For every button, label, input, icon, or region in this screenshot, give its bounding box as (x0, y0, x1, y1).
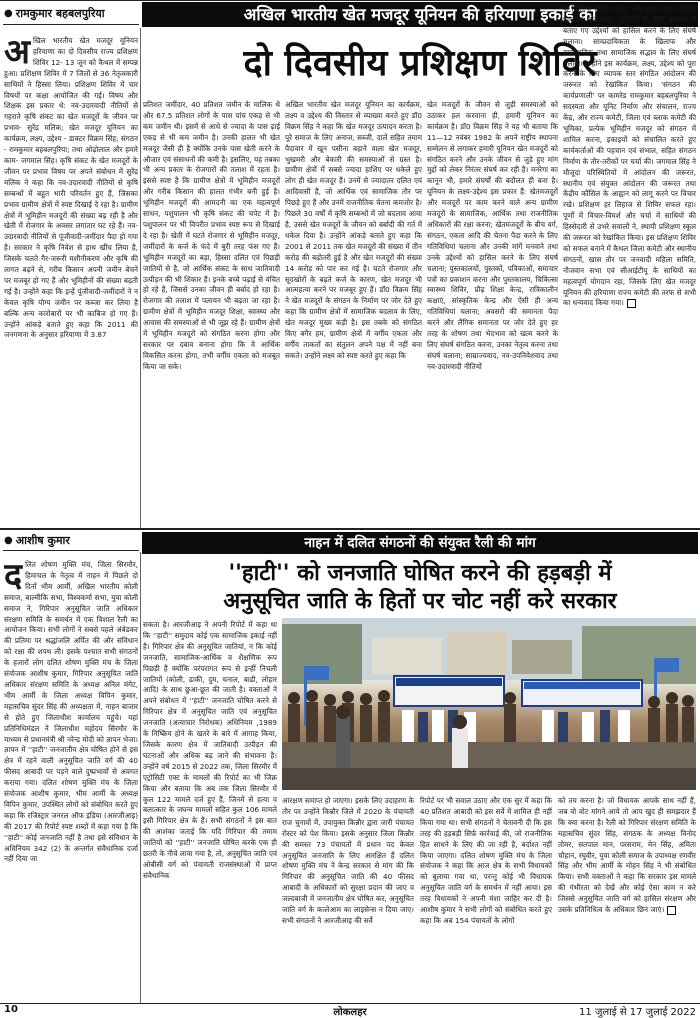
byline-rule (3, 24, 139, 25)
publication-name: लोकलहर (333, 1007, 367, 1018)
issue-dates: 11 जुलाई से 17 जुलाई 2022 (579, 1007, 696, 1018)
rally-photo-illustration (282, 618, 696, 790)
page-number: 10 (4, 1004, 18, 1015)
top-rule (0, 0, 700, 1)
top-col-2: प्रतिशत जमींदार, 40 प्रतिशत जमीन के मालिक थे और 67.5 प्रतिशत लोगों के पास पांच एकड़ से भी कम जमीन थी। इसमें से आधे से ज्यादा के पास ढ़ाई एकड़ से भी कम जमीन है। उनकी हालत भी खेत मजदूर जैसी ही है क्योंकि उनके पास खेती करने के औजार एवं संसाधनों की कमी है। इसलिए, यह तबका भी अन्य प्रकार के रोजगारों की तलाश में रहता है। इससे स्पष्ट है कि ग्रामीण क्षेत्रों में भूमिहीन मजदूरों और गरीब किसान की हालत गंभीर बनी हुई है। भूमिहीन मजदूरों की आमदनी का एक महत्वपूर्ण साधन, पशुपालन भी कृषि संकट की चपेट में है। पशुपालन पर भी विपरीत प्रभाव स्पष्ट रूप से दिखाई दे रहा है। खेती में घटते रोजगार से भूमिहीन मजदूर, जमींदारों के कर्ज के फंदे में बुरी तरह फंस गए हैं। भूमिहीन मजदूरों का बड़ा, हिस्सा दलित एवं पिछड़ी जातियों से है, जो आर्थिक संकट के साथ जातिवादी उत्पीड़न की भी शिकार हैं। इनके बच्चे पढ़ाई से वंचित हो रहे हैं, जिससे उनका जीवन ही बर्बाद हो रहा है। रोजगार की तलाश में पलायन भी बढ़ता जा रहा है। ग्रामीण क्षेत्रों में भूमिहीन मजदूर शिक्षा, स्वास्थ्य और आवास की समस्याओं से भी जूझ रहे हैं। ग्रामीण क्षेत्रों में भूमिहीन मजदूरों को संगठित करना होगा और सरकार पर दबाव बनाना होगा कि वे आर्थिक विकसित करना होगा, तभी वर्गीय एकता को मजबूत किया जा सके। (143, 100, 280, 371)
top-kicker: अखिल भारतीय खेत मजदूर यूनियन की हरियाणा इकाई का (142, 2, 698, 27)
top-headline: दो दिवसीय प्रशिक्षण शिविर (243, 42, 597, 84)
rally-photo (282, 618, 696, 790)
top-col-3: अखिल भारतीय खेत मजदूर यूनियन का कार्यक्रम, लक्ष्य व उद्देश्य की विस्तार से व्याख्या करते हुए डॉ0 विक्रम सिंह ने कहा कि खेत मजदूर उत्पादन करता है। पूरे समाज के लिए अनाज, सब्जी, दालें सहित तमाम पैदावार में खून पसीना बहाने वाला खेत मजदूर, भुखमरी और बेकारी की समस्याओं से ग्रस्त है। ग्रामीण क्षेत्रों में सबसे ज्यादा हाशिए पर धकेले हुए लोग ही खेत मजदूर हैं। उनमें से ज्यादातर दलित एवं आदिवासी हैं, जो आर्थिक एवं सामाजिक तौर पर पिछड़े हुए हैं और उनमें राजनीतिक चेतना कमजोर है। पिछले 30 वर्षों में कृषि सम्बन्धों में जो बदलाव आया है, उससे खेत मजदूरों के जीवन को बर्बादी की गर्त में धकेल दिया है। उन्होंने आंकड़े बताते हुए कहा कि 2001 से 2011 तक खेत मजदूरों की संख्या में तीन करोड़ की बढ़ोतरी हुई है और खेत मजदूरों की संख्या 14 करोड़ को पार कर गई है। घटते रोजगार और सूदखोरों के बढ़ते कर्ज के कारण, खेत मजदूर भी आत्महत्या करने पर मजबूर हुए हैं। डॉ0 विक्रम सिंह ने खेत मजदूरों के संगठन के निर्माण पर जोर देते हुए कहा कि ग्रामीण क्षेत्रों में सामाजिक बदलाव के लिए, खेत मजदूर मुख्य कड़ी है। इस तबके को संगठित किए बगैर हम, ग्रामीण क्षेत्रों में वर्गीय एकता और वर्गीय ताकतों का संतुलन अपने पक्ष में नहीं बना सकते। उन्होंने लक्ष्य को स्पष्ट करते हुए कहा कि (285, 100, 422, 360)
byline-author: आशीष कुमार (15, 534, 70, 547)
bottom-col-3: आरक्षण समाप्त हो जाएगा। इसके लिए उदाहरण के तौर पर उन्होंने किन्नौर जिले में 2020 के पंचायती राज चुनावों में, उपायुक्त किन्नौर द्वारा जारी पंचायत रोस्टर को पेश किया। इसके अनुसार जिला किन्नौर की समस्त 73 पंचायतों में प्रधान पद केवल अनुसूचित जनजाति के लिए आरक्षित हैं दलित शोषण मुक्ति मंच ने केन्द्र सरकार से मांग की कि गिरिपार की अनुसूचित जाति की 40 फीसद आबादी के अधिकारों को सुरक्षा प्रदान की जाए व जल्दबाजी में जनजातीय क्षेत्र घोषित कर, अनुसूचित जाति वर्ग के कत्लेआम का लाइसेन्स न दिया जाए। सभी संगठनों ने आरजीआइ की सर्वे (282, 796, 414, 925)
end-box-icon (627, 299, 636, 308)
column-divider (140, 28, 141, 528)
top-col-1 (4, 36, 138, 520)
article-text: लित शोषण मुक्ति मंच, जिला सिरमौर, हिमाचल के नेतृत्व में नाहन में पिछले दो दिनों भीम आर्मी, अखिल भारतीय कोली समाज, बाल्मीकि सभा, विश्वकर्मा सभा, युवा कोली समाज ने, गिरिपार अनुसूचित जाति अधिकार संरक्षण समिति के समर्थन में एक विशाल रैली का आयोजन किया। सभी लोगों ने सबसे पहले अंबेडकर की प्रतिमा पर श्रद्धांजलि अर्पित की और संविधान को रक्षा की शपथ ली। इसके पश्चात सभी संगठनों के हजारों लोग दलित शोषण मुक्ति मंच के जिला संयोजक आशीष कुमार, गिरिपार अनुसूचित जाति अधिकार संरक्षण समिति के अध्यक्ष अनिल मंगेट, भीम आर्मी के जिला अध्यक्ष विपिन कुमार, महासचिव सुंदर सिंह की अध्यक्षता में, नाहन बाजार से होते हुए जिलाधीश कार्यालय पहुंचे। यहां प्रतिनिधिमंडल ने जिलाधीश महोदय सिरमौर के माध्यम से प्रधानमंत्री श्री नरेन्द्र मोदी को ज्ञापन भेजा। ज्ञापन में ''हाटी'' जनजातीय क्षेत्र घोषित होने से इस क्षेत्र में रहने वाली अनुसूचित जाति वर्ग की 40 फीसद आबादी पर पड़ने वाले दुष्प्रभावों से अवगत कराया गया। दलित शोषण मुक्ति मंच के जिला संयोजक आशीष कुमार, भीम आर्मी के अध्यक्ष विपिन कुमार, उपस्थित लोगों को संबोधित करते हुए कहा कि रजिस्ट्रार जनरल ऑफ इंडिया (आरजीआइ) की 2017 की रिपोर्ट स्पष्ट शब्दों में कहा गया है कि ''हाटी'' कोई जनजाति नहीं है तथा इसे संविधान के अधिनियम 342 (2) के अन्तर्गत संवैधानिक दर्जा नहीं दिया जा (4, 560, 138, 864)
top-col-4: खेत मजदूरों के जीवन से जुड़ी समस्याओं को उठाकर हल करवाना ही, हमारी यूनियन का कार्यक्रम है। डॉ0 विक्रम सिंह ने यह भी बताया कि 11—12 नवंबर 1982 के अपने राष्ट्रीय स्थापना सम्मेलन से लगाकर हमारी यूनियन खेत मजदूरों को संगठित करने और उनके जीवन से जुड़े हुए मांग मुद्दों को लेकर निरंतर संघर्ष कर रही है। मनरेगा का कानून भी, हमारे संघर्षों की बदौलत ही बना है। यूनियन के लक्ष्य-उद्देश्य इस प्रकार हैं: खेतमजदूरों और मजदूरों पर काम करने वाले अन्य ग्रामीण मजदूरों के सामाजिक, आर्थिक तथा राजनीतिक अधिकारों की रक्षा करना; खेतमजदूरों के बीच वर्ग, संगठन, एकता आदि की चेतना पैदा करने के लिए गतिविधियां चलाना और उनकी मांगें मनवाने तथा उनके उद्देश्यों को हासिल करने के लिए संघर्ष चलाना; पुस्तकालयों, पुस्तकों, पत्रिकाओं, समाचार पत्रों का प्रकाशन करना और पुस्तकालय, चिकित्सा स्वास्थ्य शिविर, प्रौढ़ शिक्षा केन्द्र, रात्रिकालीन कक्षाएं, सांस्कृतिक केन्द्र और ऐसी ही अन्य गतिविधियां चलाना; अवसरों की समानता पैदा करने और लैंगिक समानता पर जोर देते हुए हर तरह के शोषण तथा भेदभाव को खत्म करने के लिए संघर्ष संगठित करना, उनका नेतृत्व करना तथा संघर्ष चलाना; साम्राज्यवाद, नव-उपनिवेशवाद तथा नव-उदारवादी नीतियों (427, 100, 558, 371)
top-col-5 (563, 4, 696, 504)
bottom-headline-line-1: ''हाटी'' को जनजाति घोषित करने की हड़बड़ी में (228, 560, 612, 586)
byline-top (4, 6, 140, 21)
bottom-headline-line-2: अनुसूचित जाति के हितों पर चोट नहीं करे सरकार (223, 588, 617, 614)
article-text: के खिलाफ संघर्ष चलाना; और सबसे ऊपर अखिल भारतीय खेतमजदूर, यूनियन के नीति वक्तव्य में बताए गए उद्देश्यों को हासिल करने के लिए संघर्ष चलाना। साम्प्रदायिकता के खिलाफ और साम्प्रदायिक तथा सामाजिक सद्भाव के लिए संघर्ष चलाना। उन्होंने इस कार्यक्रम, लक्ष्य, उद्देश्य को पूरा करने के लिए व्यापक स्तर संगठित आंदोलन की जरूरत को रेखांकित किया। 'संगठन की कार्यप्रणाली' पर कामरेड रामकुमार बहबलपुरिया ने सदस्यता और यूनिट निर्माण और संचालन, राज्य केंद्र, और राज्य कमेटी, जिला एवं ब्लाक कमेटी की भूमिका, प्रत्येक भूमिहीन मजदूर को संगठन में शामिल करना, इकाइयों को संचालित करते हुए कार्यकर्ताओं की पहचान एवं संभाल, सहित संगठन निर्माण के तौर-तरीकों पर चर्चा की। जगमाल सिंह ने मौजूदा परिस्थितियों में आंदोलन की जरूरत, स्थानीय एवं संयुक्त आंदोलन की जरूरत तथा केंद्रीय कौंसिल के आह्वान को लागू करने पर विचार रखे। प्रशिक्षण हर लिहाज से शिविर सफल रहा। पूर्णों में विचार-विमर्श और चर्चा में साथियों की हिस्सेदारी से उभरे सवालों ने, स्थायी प्रशिक्षण स्कूल की जरूरत को रेखांकित किया। इस प्रशिक्षण शिविर को सफल बनाने में कैथल जिला कमेटी और स्थानीय संगठनों, खास तौर पर जनवादी महिला समिति, नौजवान सभा एवं सीआईटीयू के साथियों का महत्वपूर्ण योगदान रहा, जिसके लिए खेत मजदूर यूनियन की हरियाणा राज्य कमेटी की तरफ से सभी का धन्यवाद किया गया। (563, 4, 696, 308)
dropcap: द (4, 560, 23, 596)
byline-author: रामकुमार बहबलपुरिया (15, 7, 105, 20)
bullet-icon: ● (4, 535, 13, 546)
section-rule (0, 528, 700, 530)
bottom-kicker: नाहन में दलित संगठनों की संयुक्त रैली की मांग (142, 532, 698, 554)
byline-rule (3, 550, 139, 551)
bottom-col-1 (4, 560, 138, 1002)
bottom-col-2: सकता है। आरजीआइ ने अपनी रिपोर्ट में कहा था कि ''हाटी'' समुदाय कोई एक सामाजिक इकाई नहीं है। गिरिपार क्षेत्र की अनुसूचित जातियां, न कि कोई जनजाति, सामाजिक-आर्थिक व शैक्षणिक रूप पिछड़ी हैं क्योंकि परंपरागत रूप से इन्हीं निचली जातियों (कोली, ढाकी, दुम, चनाल, बाढी, लोहार आदि) के साथ छुआ-छूत की जाती है। वक्ताओं ने अपने संबोधन में ''हाटी'' जनजाति घोषित करने से गिरिपार क्षेत्र में अनुसूचित जाति एवं अनुसूचित जनजाति (अत्याचार निरोधक) अधिनियम ,1989 के निष्क्रिय होने के खतरे के बारे में आगाह किया, जिसके कारण क्षेत्र में जातिवादी उत्पीड़न की घटनाओं और अधिक बढ़ जाने की संभावना है। उन्होंने वर्ष 2015 से 2022 तक, जिला सिरमौर में एट्रोसिटी एक्ट के मामलों की रिपोर्ट का भी जिक्र किया और बताया कि अब तक जिला सिरमौर में कुल 122 मामले दर्ज हुए हैं, जिनमें से हत्या व बलात्कार के जघन्य मामलों सहित कुल 106 मामले इसी गिरिपार क्षेत्र के हैं। सभी संगठनों ने इस बात की आशंका जताई कि यदि गिरिपार की तमाम जातियों को ''हाटी'' जनजाति घोषित करके एक ही छतरी के नीचे लाया गया है, तो, अनुसूचित जाति एवं ओबीसी वर्ग को पंचायती राजसंस्थाओं में प्राप्त संवैधानिक (143, 620, 277, 880)
column-divider (140, 552, 141, 1004)
bottom-col-5 (558, 796, 696, 1002)
byline-bottom (4, 533, 140, 548)
end-box-icon (667, 906, 676, 915)
dropcap: अ (4, 36, 30, 72)
article-text: को तय करना है। जो विधायक आपके साथ नहीं हैं, जब वो वोट मांगने आये तो आप खुद ही समझदार हैं कि क्या करना है। रैली को गिरिपार संरक्षण समिति के महासचिव सुंदर सिंह, संगठक के अध्यक्ष विनोद तोमर, सतपाल मान, परसराम, मेन सिंह, अमिता चौहान, रघुवीर, युवा कोली समाज के उपाध्यक्ष रणवीर सिंह और भीम आर्मी के मोहन सिंह ने भी संबोधित किया। सभी वक्ताओं ने कहा कि सरकार इस मामले की गंभीरता को देखें और कोई ऐसा काम न करे जिससे अनुसूचित जाति वर्ग को हासिल संरक्षण और उसके प्रतिनिधित्व के अधिकार छिन जाएं। (558, 796, 696, 915)
bottom-col-4: रिपोर्ट पर भी सवाल उठाए और एक सुर में कहा कि 40 प्रतिशत आबादी को इस सर्वे में शामिल ही नहीं किया गया था। सभी संगठनों ने चेतावनी दी कि इस तरह की हड़बड़ी सिर्फ़ कार्रवाई की, जो राजनीतिक हित साधने के लिए की जा रही है, बर्दाश्त नहीं किया जाएगा। दलित शोषण मुक्ति मंच के जिला संयोजक ने कहा कि आज क्षेत्र के सभी विधायकों को बुलाया गया था, परन्तु कोई भी विधायक अनुसूचित जाति वर्ग के समर्थन में नहीं आया। इस तरह विधायकों ने अपनी मंशा जाहिर कर दी है। आशीष कुमार ने सभी लोगों को संबोधित करते हुए कहा कि अब 154 पंचायतों के लोगों (420, 796, 552, 925)
article-text: खिल भारतीय खेत मजदूर यूनियन हरियाणा का दो दिवसीय राज्य प्रशिक्षण शिविर 12- 13 जून को कैथल में सम्पन्न हुआ। प्रशिक्षण शिविर में 7 जिलों से 36 नेतृत्वकारी साथियों ने हिस्सा लिया। प्रशिक्षण शिविर में चार विषयों पर कक्षा आयोजित की गई। विषय और शिक्षक इस प्रकार थे: नव-उदारवादी नीतियों से गहराते कृषि संकट का खेत मजदूरों के जीवन पर प्रभाव- सुरेंद्र मलिक; खेत मजदूर यूनियन का कार्यक्रम, लक्ष्य, उद्देश्य - डाक्टर विक्रम सिंह; संगठन - रामकुमार बहबलपुरिया; तथा ओढ़ोलाल और हमारे काम- जगमाल सिंह। कृषि संकट के खेत मजदूरों के जीवन पर प्रभाव विषय पर अपने संबोधन में सुरेंद्र मलिक ने कहा कि नव-उदारवादी नीतियों से कृषि सम्बन्धों में बहुत भारी परिवर्तन हुए हैं, जिसका प्रभाव ग्रामीण क्षेत्रों में स्पष्ट दिखाई दे रहा है। ग्रामीण क्षेत्रों में भूमिहीन मजदूरों की संख्या बढ़ रही है और खेती में रोजगार के अवसर लगातार घट रहे हैं। नव-उदारवादी नीतियों से पूंजीवादी-जमींदार पैदा हो गया है। सरकार ने कृषि निवेश से हाथ खींच लिया है, जिसके चलते गैर-जरूरी मशीनीकरण और कृषि की लागत बढ़ने से, गरीब किसान अपनी जमीन बेचने पर मजबूर हो गए हैं और भूमिहीनों की संख्या बढ़ती गई है। उन्होंने कहा कि इन्हें पूंजीवादी-जमींदारों ने न केवल कृषि योग्य जमीन पर कब्जा कर लिया है बल्कि अन्य कारोबारों पर भी काबिज हो गए हैं। उन्होंने आंकड़े बताते हुए कहा कि 2011 की जनगणना के अनुसार हरियाणा में 3.87 (4, 36, 138, 340)
bullet-icon: ● (4, 8, 13, 19)
